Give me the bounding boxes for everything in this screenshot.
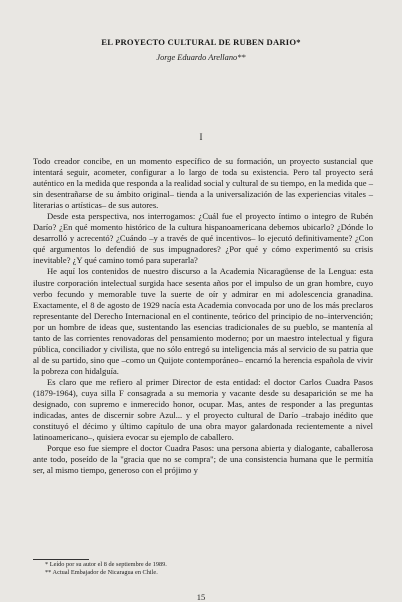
footnote: * Leído por su autor el 8 de septiembre de 1989. [45, 561, 167, 568]
footnotes [45, 561, 375, 577]
paragraph: Es claro que me refiero al primer Director de esta entidad: el doctor Carlos Cuadra Pasos (1879-1964), cuya silla F consagrada a su memoria y vacante desde su desaparición se me ha designado, con supremo e inmerecido honor, ocupar. Mas, antes de responder a las preguntas indicadas, antes de discernir sobre Azul... y el proyecto cultural de Darío –trabajo inédito que constituyó el décimo y último capítulo de una obra mayor galardonada recientemente a nivel latinoamericano–, quisiera evocar su ejemplo de caballero. [33, 376, 373, 443]
document-page: EL PROYECTO CULTURAL DE RUBEN DARIO* Jorge Eduardo Arellano** I Todo creador concibe, en un momento específico de su formación, un proyecto sustancial que intentará seguir, acometer, configurar a lo largo de toda su existencia. Pero tal proyecto será auténtico en la medida que responda a la realidad social y cultural de su tiempo, en la medida que –sin desentrañarse de su ámbito original– tienda a la universalización de las experiencias vitales –literarias o artísticas– de sus autores. Desde esta perspectiva, nos interrogamos: ¿Cuál fue el proyecto íntimo o integro de Rubén Darío? ¿En qué momento histórico de la cultura hispanoamericana debemos ubicarlo? ¿Dónde lo desarrolló y acrecentó? ¿Cuándo –y a través de qué incentivos– lo ejecutó definitivamente? ¿Con qué argumentos lo defendió de sus impugnadores? ¿Por qué y cómo experimentó su crisis inevitable? ¿Y qué camino tomó para superarla? He aquí los contenidos de nuestro discurso a la Academia Nicaragüense de la Lengua: esta ilustre corporación intelectual surgida hace sesenta años por el impulso de un gran hombre, cuyo verbo fecundo y memorable tuve la suerte de oír y admirar en mi adolescencia granadina. Exactamente, el 8 de agosto de 1929 nacía esta Academia convocada por uno de los más preclaros representante del Derecho Internacional en el continente, teórico del principio de no–intervención; por un hombre de ideas que, sustentando las esencias tradicionales de su pueblo, se mantenía al tanto de las corrientes renovadoras del pensamiento moderno; por un maestro intelectual y figura pública, conciliador y civilista, que no sólo entregó su inteligencia más al servicio de su patria que al de su partido, sino que –como un Quijote contemporáneo– encarnó la herencia española de vivir la pobreza con hidalguía. Es claro que me refiero al primer Director de esta entidad: el doctor Carlos Cuadra Pasos (1879-1964), cuya silla F consagrada a su memoria y vacante desde su desaparición se me ha designado, con supremo e inmerecido honor, ocupar. Mas, antes de responder a las preguntas indicadas, antes de discernir sobre Azul... y el proyecto cultural de Darío –trabajo inédito que constituyó el décimo y último capítulo de una obra mayor galardonada recientemente a nivel latinoamericano–, quisiera evocar su ejemplo de caballero. Porque eso fue siempre el doctor Cuadra Pasos: una persona abierta y dialogante, caballerosa ante todo, poseído de la "gracia que no se compra"; de una consistencia humana que le permitía ser, al mismo tiempo, generoso con el prójimo y * Leído por su autor el 8 de septiembre de 1989. ** Actual Embajador de Nicaragua en Chile. 15 [0, 0, 402, 600]
author-name: Jorge Eduardo Arellano** [156, 53, 246, 62]
paragraph: He aquí los contenidos de nuestro discurso a la Academia Nicaragüense de la Lengua: esta ilustre corporación intelectual surgida hace sesenta años por el impulso de un gran hombre, cuyo verbo fecundo y memorable tuve la suerte de oír y admirar en mi adolescencia granadina. Exactamente, el 8 de agosto de 1929 nacía esta Academia convocada por uno de los más preclaros representante del Derecho Internacional en el continente, teórico del principio de no–intervención; por un hombre de ideas que, sustentando las esencias tradicionales de su pueblo, se mantenía al tanto de las corrientes renovadoras del pensamiento moderno; por un maestro intelectual y figura pública, conciliador y civilista, que no sólo entregó su inteligencia más al servicio de su patria que al de su partido, sino que –como un Quijote contemporáneo– encarnó la herencia española de vivir la pobreza con hidalguía. [33, 266, 373, 376]
paragraph: Todo creador concibe, en un momento específico de su formación, un proyecto sustancial que intentará seguir, acometer, configurar a lo largo de toda su existencia. Pero tal proyecto será auténtico en la medida que responda a la realidad social y cultural de su tiempo, en la medida que –sin desentrañarse de su ámbito original– tienda a la universalización de las experiencias vitales –literarias o artísticas– de sus autores. [33, 156, 373, 211]
article-title: EL PROYECTO CULTURAL DE RUBEN DARIO* [101, 37, 301, 47]
footnote-divider [33, 559, 89, 560]
body-text [33, 156, 373, 476]
paragraph: Porque eso fue siempre el doctor Cuadra Pasos: una persona abierta y dialogante, caballerosa ante todo, poseído de la "gracia que no se compra"; de una consistencia humana que le permitía ser, al mismo tiempo, generoso con el prójimo y [33, 443, 373, 476]
footnote: ** Actual Embajador de Nicaragua en Chile. [45, 569, 158, 576]
section-number: I [199, 132, 203, 142]
paragraph: Desde esta perspectiva, nos interrogamos: ¿Cuál fue el proyecto íntimo o integro de Rubén Darío? ¿En qué momento histórico de la cultura hispanoamericana debemos ubicarlo? ¿Dónde lo desarrolló y acrecentó? ¿Cuándo –y a través de qué incentivos– lo ejecutó definitivamente? ¿Con qué argumentos lo defendió de sus impugnadores? ¿Por qué y cómo experimentó su crisis inevitable? ¿Y qué camino tomó para superarla? [33, 211, 373, 266]
